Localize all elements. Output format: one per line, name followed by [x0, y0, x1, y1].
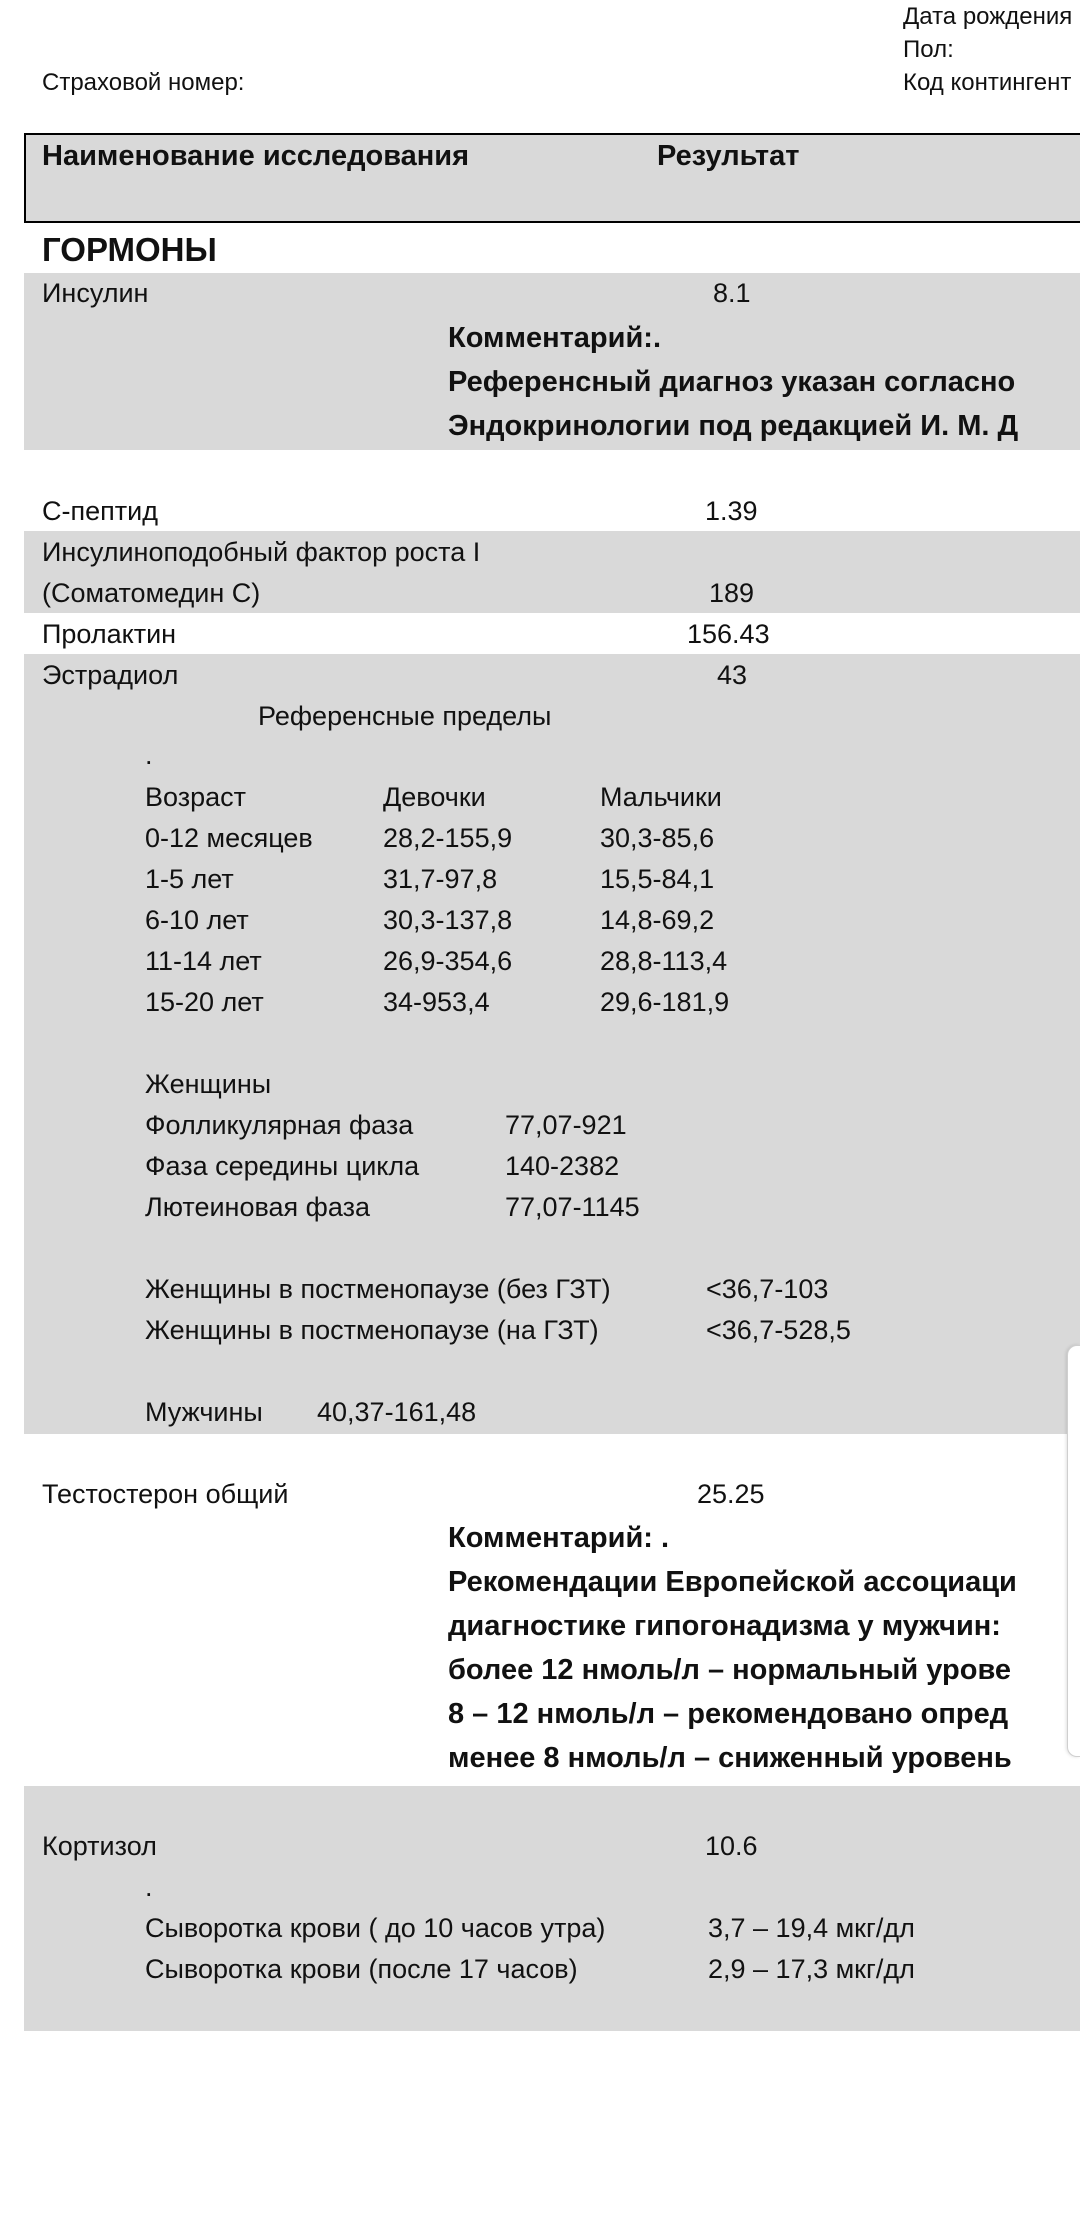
- insulin-comment-title: Комментарий:.: [448, 322, 661, 354]
- postmenopause-range: <36,7-103: [706, 1274, 829, 1304]
- women-phase: Фолликулярная фаза: [145, 1110, 414, 1140]
- ref-girls: 30,3-137,8: [383, 905, 513, 935]
- testosterone-comment-line: более 12 нмоль/л – нормальный урове: [448, 1654, 1012, 1686]
- contingent-code-label: Код контингент: [903, 69, 1072, 96]
- cortisol-row-band: [24, 1786, 1080, 2031]
- prolactin-name: Пролактин: [42, 619, 177, 649]
- ref-boys: 29,6-181,9: [600, 987, 730, 1017]
- ref-age: 6-10 лет: [145, 905, 249, 935]
- women-title: Женщины: [145, 1069, 272, 1099]
- sex-label: Пол:: [903, 36, 954, 63]
- men-label: Мужчины: [145, 1397, 263, 1427]
- scrollbar-thumb[interactable]: [1067, 1345, 1080, 1757]
- cortisol-ref-label: Сыворотка крови ( до 10 часов утра): [145, 1913, 606, 1943]
- testosterone-comment-line: менее 8 нмоль/л – сниженный уровень: [448, 1742, 1012, 1774]
- c-peptide-value: 1.39: [705, 496, 758, 526]
- estradiol-name: Эстрадиол: [42, 660, 179, 690]
- ref-age: 0-12 месяцев: [145, 823, 313, 853]
- women-range: 77,07-1145: [505, 1192, 640, 1222]
- women-phase: Лютеиновая фаза: [145, 1192, 370, 1222]
- ref-age: 11-14 лет: [145, 946, 262, 976]
- postmenopause-label: Женщины в постменопаузе (без ГЗТ): [145, 1274, 611, 1304]
- prolactin-value: 156.43: [687, 619, 770, 649]
- insulin-comment-line: Референсный диагноз указан согласно: [448, 366, 1016, 398]
- ref-girls: 31,7-97,8: [383, 864, 498, 894]
- ref-header-boys: Мальчики: [600, 782, 722, 812]
- ref-girls: 34-953,4: [383, 987, 490, 1017]
- ref-age: 15-20 лет: [145, 987, 264, 1017]
- cortisol-name: Кортизол: [42, 1831, 157, 1861]
- column-header-name: Наименование исследования: [42, 140, 470, 172]
- women-range: 77,07-921: [505, 1110, 627, 1140]
- testosterone-name: Тестостерон общий: [42, 1479, 289, 1509]
- igf-value: 189: [709, 578, 755, 608]
- testosterone-comment-line: диагностике гипогонадизма у мужчин:: [448, 1610, 1001, 1642]
- postmenopause-range: <36,7-528,5: [706, 1315, 851, 1345]
- testosterone-value: 25.25: [697, 1479, 765, 1509]
- women-range: 140-2382: [505, 1151, 620, 1181]
- insurance-number-label: Страховой номер:: [42, 69, 245, 96]
- insulin-value: 8.1: [713, 278, 751, 308]
- igf-name: Инсулиноподобный фактор роста I: [42, 537, 481, 567]
- insulin-name: Инсулин: [42, 278, 149, 308]
- cortisol-ref-label: Сыворотка крови (после 17 часов): [145, 1954, 578, 1984]
- estradiol-value: 43: [717, 660, 748, 690]
- cortisol-ref-dot: .: [145, 1872, 153, 1902]
- ref-header-age: Возраст: [145, 782, 246, 812]
- men-range: 40,37-161,48: [317, 1397, 477, 1427]
- estradiol-ref-dot: .: [145, 740, 153, 770]
- cortisol-value: 10.6: [705, 1831, 758, 1861]
- ref-girls: 28,2-155,9: [383, 823, 513, 853]
- cortisol-ref-range: 2,9 – 17,3 мкг/дл: [708, 1954, 915, 1984]
- section-title: ГОРМОНЫ: [42, 231, 217, 268]
- testosterone-comment-line: Рекомендации Европейской ассоциаци: [448, 1566, 1017, 1598]
- ref-boys: 14,8-69,2: [600, 905, 715, 935]
- women-phase: Фаза середины цикла: [145, 1151, 420, 1181]
- ref-boys: 15,5-84,1: [600, 864, 715, 894]
- ref-header-girls: Девочки: [383, 782, 486, 812]
- igf-name-cont: (Соматомедин С): [42, 578, 261, 608]
- testosterone-comment-line: 8 – 12 нмоль/л – рекомендовано опред: [448, 1698, 1009, 1730]
- estradiol-ref-title: Референсные пределы: [258, 701, 552, 731]
- ref-age: 1-5 лет: [145, 864, 234, 894]
- c-peptide-name: С-пептид: [42, 496, 158, 526]
- postmenopause-label: Женщины в постменопаузе (на ГЗТ): [145, 1315, 599, 1345]
- birth-date-label: Дата рождения: [903, 3, 1073, 30]
- cortisol-ref-range: 3,7 – 19,4 мкг/дл: [708, 1913, 915, 1943]
- ref-boys: 28,8-113,4: [600, 946, 728, 976]
- insulin-comment-line: Эндокринологии под редакцией И. М. Д: [448, 410, 1019, 442]
- column-header-result: Результат: [657, 140, 800, 172]
- testosterone-comment-title: Комментарий: .: [448, 1522, 670, 1554]
- ref-boys: 30,3-85,6: [600, 823, 715, 853]
- ref-girls: 26,9-354,6: [383, 946, 513, 976]
